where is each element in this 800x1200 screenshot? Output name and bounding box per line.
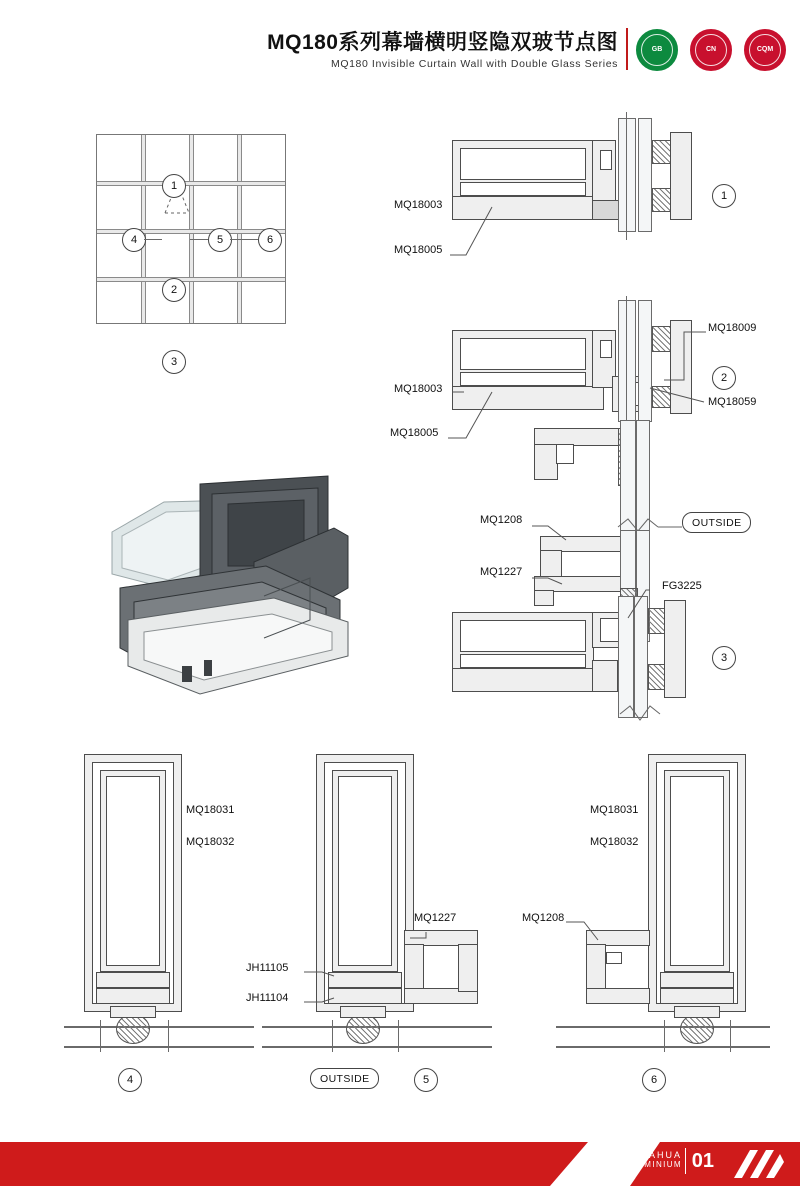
detail-6-label-mq1208: MQ1208 <box>522 912 565 924</box>
detail-5-label-jh11105: JH11105 <box>246 962 289 974</box>
certification-logo-green-label: GB <box>641 34 673 66</box>
keyplan-marker-3[interactable]: 3 <box>162 350 186 374</box>
page-number: 01 <box>691 1149 714 1172</box>
outside-label-bottom: OUTSIDE <box>310 1068 379 1089</box>
detail-4-label-mq18031: MQ18031 <box>186 804 235 816</box>
footer-divider <box>685 1148 686 1174</box>
detail-2-right-leaders <box>640 318 720 418</box>
footer-brand-name: JIAHUA <box>637 1150 682 1160</box>
keyplan-marker-2[interactable]: 2 <box>162 278 186 302</box>
detail-6-leaders <box>516 912 636 972</box>
keyplan-leader-6 <box>230 239 258 240</box>
footer-page-wrap <box>685 1148 714 1174</box>
keyplan-leader-4 <box>144 239 162 240</box>
isometric-profile-render <box>104 470 354 695</box>
detail-2-label-mq18003: MQ18003 <box>394 383 443 395</box>
detail-5-marker[interactable]: 5 <box>414 1068 438 1092</box>
detail-6-marker[interactable]: 6 <box>642 1068 666 1092</box>
detail-3-marker[interactable]: 3 <box>712 646 736 670</box>
footer-brand-sub: ALUMINIUM <box>624 1160 682 1170</box>
certification-logo-red-label: CN <box>695 34 727 66</box>
detail-6-label-mq18031: MQ18031 <box>590 804 639 816</box>
page-title: MQ180系列幕墙横明竖隐双玻节点图 <box>267 31 618 54</box>
outside-label-middle: OUTSIDE <box>682 512 751 533</box>
detail-3-leaders <box>470 510 650 620</box>
detail-6-label-mq18032: MQ18032 <box>590 836 639 848</box>
detail-5-leaders <box>300 930 480 1020</box>
page-footer <box>0 1128 800 1200</box>
page-subtitle: MQ180 Invisible Curtain Wall with Double Glass Series <box>330 58 618 70</box>
certification-logo-green <box>636 29 678 71</box>
certification-logo-red <box>690 29 732 71</box>
keyplan-marker-5[interactable]: 5 <box>208 228 232 252</box>
jiahua-logo-mark <box>728 1148 784 1180</box>
detail-2-label-mq18009: MQ18009 <box>708 322 757 334</box>
detail-1-marker[interactable]: 1 <box>712 184 736 208</box>
certification-logo-cqm-label: CQM <box>749 34 781 66</box>
detail-1-label-mq18005: MQ18005 <box>394 244 443 256</box>
keyplan-marker-1[interactable]: 1 <box>162 174 186 198</box>
keyplan-leader-5 <box>190 239 208 240</box>
detail-2-label-mq18059: MQ18059 <box>708 396 757 408</box>
curtain-wall-key-plan <box>96 134 286 324</box>
detail-3-label-mq1208: MQ1208 <box>480 514 523 526</box>
certification-logos <box>636 28 786 72</box>
footer-brand <box>625 1150 683 1170</box>
detail-3-label-mq1227: MQ1227 <box>480 566 523 578</box>
detail-2-marker[interactable]: 2 <box>712 366 736 390</box>
detail-3-label-fg3225: FG3225 <box>662 580 702 592</box>
section-cut-indicator <box>97 135 285 323</box>
break-line-detail3 <box>600 700 680 740</box>
keyplan-marker-6[interactable]: 6 <box>258 228 282 252</box>
detail-2-label-mq18005: MQ18005 <box>390 427 439 439</box>
detail-2-leaders <box>440 370 520 450</box>
detail-5-label-jh11104: JH11104 <box>246 992 289 1004</box>
detail-4-marker[interactable]: 4 <box>118 1068 142 1092</box>
detail-4-label-mq18032: MQ18032 <box>186 836 235 848</box>
certification-logo-cqm <box>744 29 786 71</box>
detail-1-label-mq18003: MQ18003 <box>394 199 443 211</box>
detail-5-label-mq1227: MQ1227 <box>414 912 457 924</box>
detail-1-leaders <box>440 185 510 265</box>
page-header <box>0 0 800 96</box>
header-divider <box>626 28 628 70</box>
keyplan-marker-4[interactable]: 4 <box>122 228 146 252</box>
